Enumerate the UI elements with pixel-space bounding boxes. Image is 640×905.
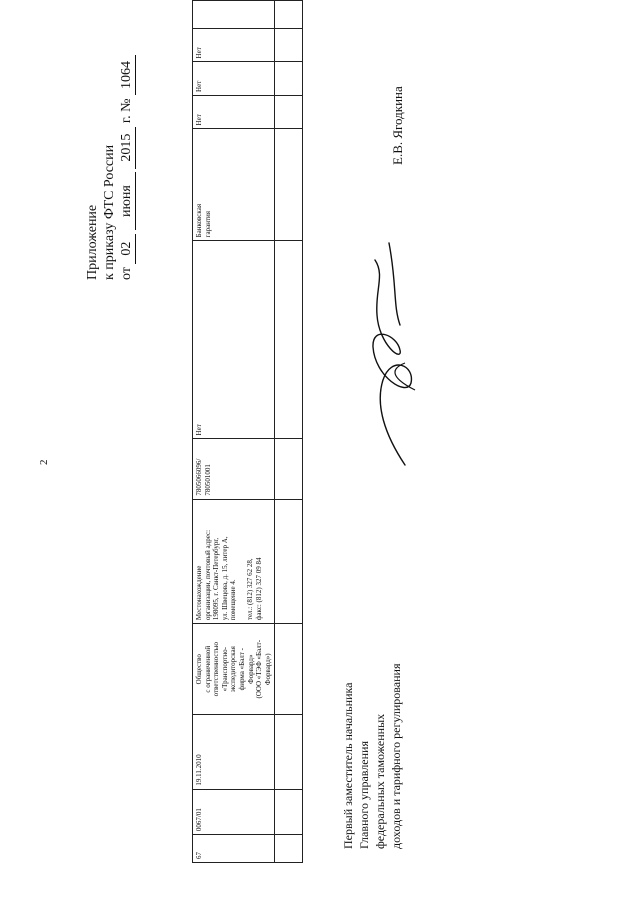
page-number: 2 xyxy=(38,459,50,465)
registration-date: 19.11.2010 xyxy=(193,715,275,789)
flag-cell-1: Нет xyxy=(193,95,275,129)
flag-cell-3: Нет xyxy=(193,28,275,62)
empty-cell xyxy=(193,1,275,29)
order-month: июня xyxy=(118,172,136,230)
approval-stamp xyxy=(84,10,136,280)
signer-name: Е.В. Ягодкина xyxy=(390,86,405,165)
from-label: от xyxy=(119,267,134,280)
order-number: 1064 xyxy=(118,55,136,95)
signatory-title: Первый заместитель начальника Главного управления федеральных таможенных доходов и тарифного регулирования xyxy=(341,663,403,849)
license-cell: Нет xyxy=(193,241,275,439)
handwritten-signature xyxy=(345,235,435,475)
table-row-blank xyxy=(275,1,303,863)
organization-name: Общество с ограниченной ответственностью «Транспортно- экспедиторская фирма «Балт - Форвард» (ООО «ТЭФ «Балт- Форвард») xyxy=(193,624,275,715)
inn-kpp: 7805066096/ 780501001 xyxy=(193,439,275,499)
flag-cell-2: Нет xyxy=(193,62,275,96)
fax-number: факс: (812) 327 09 84 xyxy=(254,557,263,621)
organization-address: Местонахождение организации, почтовый адрес: 198095, г. Санкт-Петербург, ул. Швецова, д. 15, литер А, помещение 4. тел.: (812) 327 62 28, факс: (812) 327 09 84 xyxy=(193,499,275,623)
order-reference: к приказу ФТС России xyxy=(102,144,117,280)
order-day: 02 xyxy=(118,234,136,264)
guarantee-cell: Банковская гарантия xyxy=(193,129,275,241)
registration-code: 0067/01 xyxy=(193,789,275,834)
register-table xyxy=(192,0,303,863)
order-year: 2015 xyxy=(118,127,136,169)
order-date-line xyxy=(118,10,136,280)
number-sign: № xyxy=(119,98,134,112)
table-row xyxy=(193,1,275,863)
row-number: 67 xyxy=(193,835,275,863)
year-suffix: г. xyxy=(119,115,134,124)
appendix-title: Приложение xyxy=(85,204,100,280)
phone-number: тел.: (812) 327 62 28, xyxy=(245,558,254,621)
